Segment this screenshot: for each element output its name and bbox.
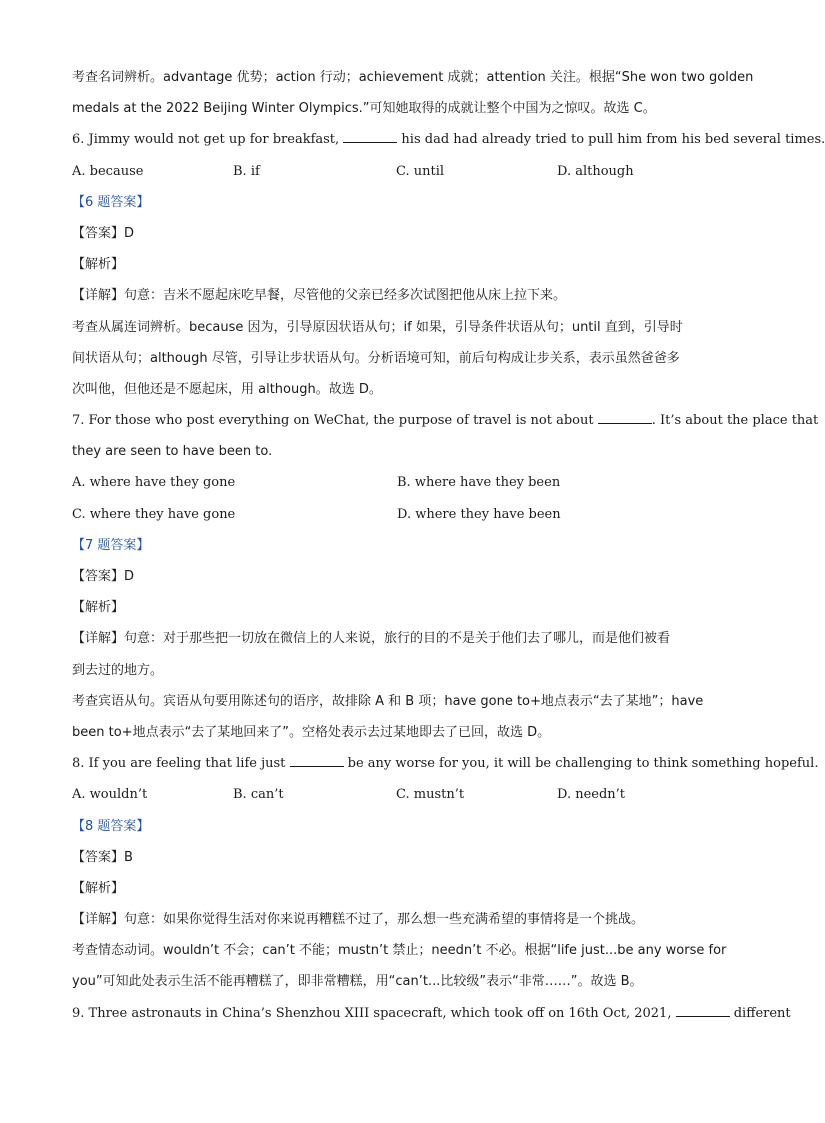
- answer-heading: 【8 题答案】: [72, 818, 150, 834]
- text-line: 考查从属连词辨析。because 因为，引导原因状语从句；if 如果，引导条件状语从句；until 直到，引导时: [72, 319, 683, 335]
- text-line: 【答案】D: [72, 569, 135, 584]
- question-line: [72, 124, 825, 155]
- text-line: 【详解】句意：对于那些把一切放在微信上的人来说，旅行的目的不是关于他们去了哪儿，而是他们被看: [72, 631, 671, 647]
- fill-in-blank: [290, 756, 344, 767]
- answer-option: D. needn’t: [557, 787, 626, 803]
- text-line: 【答案】B: [72, 849, 133, 865]
- question-line: [72, 998, 791, 1029]
- text-line: 【答案】D: [72, 225, 135, 241]
- question-text: 9. Three astronauts in China’s Shenzhou XIII spacecraft, which took off on 16th Oct, 2021,: [72, 1005, 676, 1021]
- text-line: 间状语从句；although 尽管，引导让步状语从句。分析语境可知，前后句构成让步关系，表示虽然爸爸多: [72, 350, 680, 366]
- answer-option: C. until: [396, 163, 445, 179]
- text-line: 到去过的地方。: [72, 662, 164, 678]
- text-line: 【解析】: [72, 600, 125, 616]
- options-row: [72, 499, 732, 530]
- answer-option: D. where they have been: [397, 506, 561, 522]
- question-text: be any worse for you, it will be challenging to think something hopeful.: [343, 756, 819, 772]
- question-line: [72, 748, 819, 779]
- options-row: [72, 156, 732, 187]
- question-line: [72, 405, 819, 436]
- fill-in-blank: [598, 413, 652, 424]
- text-line: been to+地点表示“去了某地回来了”。空格处表示去过某地即去了已回，故选 D。: [72, 724, 551, 740]
- question-text: different: [729, 1005, 791, 1021]
- answer-option: C. where they have gone: [72, 506, 236, 522]
- answer-option: D. although: [557, 163, 634, 179]
- answer-option: A. where have they gone: [72, 475, 236, 491]
- answer-option: A. because: [72, 163, 144, 179]
- text-line: 【详解】句意：吉米不愿起床吃早餐，尽管他的父亲已经多次试图把他从床上拉下来。: [72, 288, 567, 304]
- answer-option: A. wouldn’t: [72, 787, 148, 803]
- text-line: 【解析】: [72, 257, 125, 273]
- answer-heading: 【6 题答案】: [72, 194, 150, 210]
- question-text: 7. For those who post everything on WeChat, the purpose of travel is not about: [72, 413, 598, 429]
- answer-option: B. can’t: [233, 787, 284, 803]
- answer-heading: 【7 题答案】: [72, 537, 150, 553]
- question-text: 8. If you are feeling that life just: [72, 756, 290, 772]
- question-text: . It’s about the place that: [651, 413, 819, 429]
- text-line: 考查宾语从句。宾语从句要用陈述句的语序，故排除 A 和 B 项；have gone to+地点表示“去了某地”；have: [72, 693, 704, 709]
- answer-option: B. if: [233, 163, 260, 179]
- answer-option: C. mustn’t: [396, 787, 465, 803]
- question-text: 6. Jimmy would not get up for breakfast,: [72, 132, 344, 148]
- document-page: [72, 62, 825, 1029]
- text-line: they are seen to have been to.: [72, 444, 273, 460]
- text-line: 【解析】: [72, 880, 125, 896]
- text-line: medals at the 2022 Beijing Winter Olympics.”可知她取得的成就让整个中国为之惊叹。故选 C。: [72, 101, 656, 117]
- text-line: 【详解】句意：如果你觉得生活对你来说再糟糕不过了，那么想一些充满希望的事情将是一个挑战。: [72, 912, 645, 928]
- text-line: 考查名词辨析。advantage 优势；action 行动；achievement 成就；attention 关注。根据“She won two golden: [72, 70, 754, 85]
- options-row: [72, 779, 732, 810]
- fill-in-blank: [343, 132, 397, 143]
- question-text: his dad had already tried to pull him from his bed several times.: [397, 132, 825, 148]
- fill-in-blank: [676, 1006, 730, 1017]
- text-line: 考查情态动词。wouldn’t 不会；can’t 不能；mustn’t 禁止；needn’t 不必。根据“life just...be any worse for: [72, 943, 727, 959]
- text-line: you”可知此处表示生活不能再糟糕了，即非常糟糕，用“can’t...比较级”表示“非常……”。故选 B。: [72, 974, 643, 990]
- answer-option: B. where have they been: [397, 475, 561, 491]
- options-row: [72, 467, 732, 498]
- text-line: 次叫他，但他还是不愿起床，用 although。故选 D。: [72, 381, 382, 397]
